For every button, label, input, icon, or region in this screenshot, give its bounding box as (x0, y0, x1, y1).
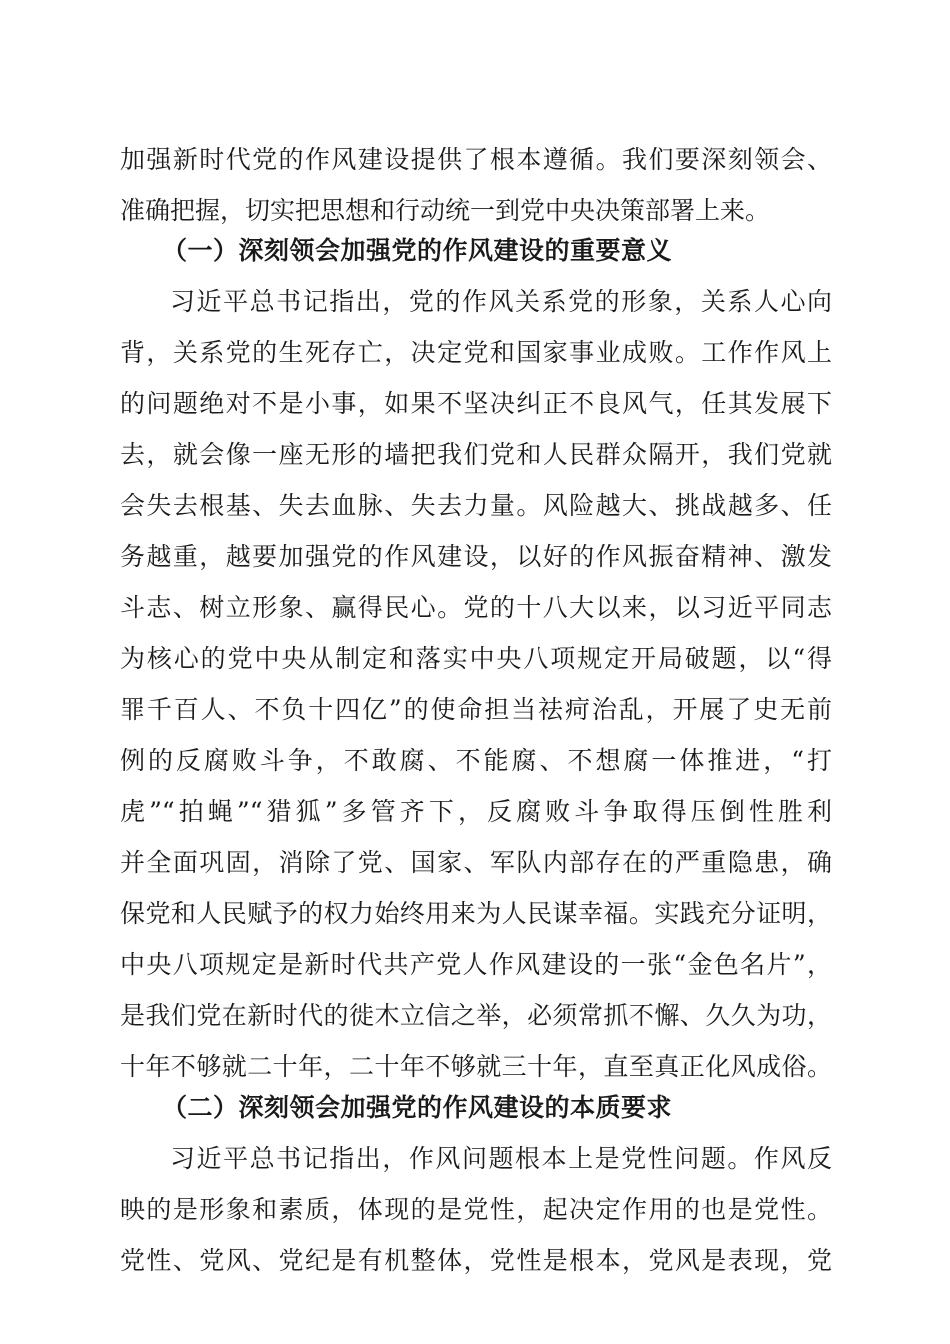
section-1-line-9: 罪千百人、不负十四亿”的使命担当祛疴治乱，开展了史无前 (120, 695, 832, 724)
intro-line-1: 加强新时代党的作风建设提供了根本遵循。我们要深刻领会、 (120, 145, 832, 174)
section-1-line-16: 十年不够就二十年，二十年不够就三十年，直至真正化风成俗。 (120, 1052, 832, 1081)
section-1-line-13: 保党和人民赋予的权力始终用来为人民谋幸福。实践充分证明， (120, 899, 832, 928)
section-1-line-3: 的问题绝对不是小事，如果不坚决纠正不良风气，任其发展下 (120, 389, 832, 418)
section-1-line-5: 会失去根基、失去血脉、失去力量。风险越大、挑战越多、任 (120, 491, 832, 520)
section-1-heading: （一）深刻领会加强党的作风建设的重要意义 (162, 236, 673, 265)
section-1-line-15: 是我们党在新时代的徙木立信之举，必须常抓不懈、久久为功， (120, 1001, 832, 1030)
section-1-line-7: 斗志、树立形象、赢得民心。党的十八大以来，以习近平同志 (120, 593, 832, 622)
section-2-line-3: 党性、党风、党纪是有机整体，党性是根本，党风是表现，党 (120, 1246, 832, 1275)
section-2-heading: （二）深刻领会加强党的作风建设的本质要求 (162, 1093, 673, 1122)
section-1-line-2: 背，关系党的生死存亡，决定党和国家事业成败。工作作风上 (120, 338, 832, 367)
section-2-line-1: 习近平总书记指出，作风问题根本上是党性问题。作风反 (170, 1144, 832, 1173)
section-1-line-8: 为核心的党中央从制定和落实中央八项规定开局破题，以“得 (120, 644, 832, 673)
section-1-line-1: 习近平总书记指出，党的作风关系党的形象，关系人心向 (170, 287, 832, 316)
section-1-line-12: 并全面巩固，消除了党、国家、军队内部存在的严重隐患，确 (120, 848, 832, 877)
section-1-line-4: 去，就会像一座无形的墙把我们党和人民群众隔开，我们党就 (120, 440, 832, 469)
section-1-line-10: 例的反腐败斗争，不敢腐、不能腐、不想腐一体推进，“打 (120, 746, 832, 775)
section-1-line-6: 务越重，越要加强党的作风建设，以好的作风振奋精神、激发 (120, 542, 832, 571)
intro-line-2: 准确把握，切实把思想和行动统一到党中央决策部署上来。 (120, 196, 771, 225)
section-1-line-14: 中央八项规定是新时代共产党人作风建设的一张“金色名片”， (120, 950, 832, 979)
section-1-line-11: 虎”“拍蝇”“猎狐”多管齐下，反腐败斗争取得压倒性胜利 (120, 797, 832, 826)
section-2-line-2: 映的是形象和素质，体现的是党性，起决定作用的也是党性。 (120, 1195, 832, 1224)
